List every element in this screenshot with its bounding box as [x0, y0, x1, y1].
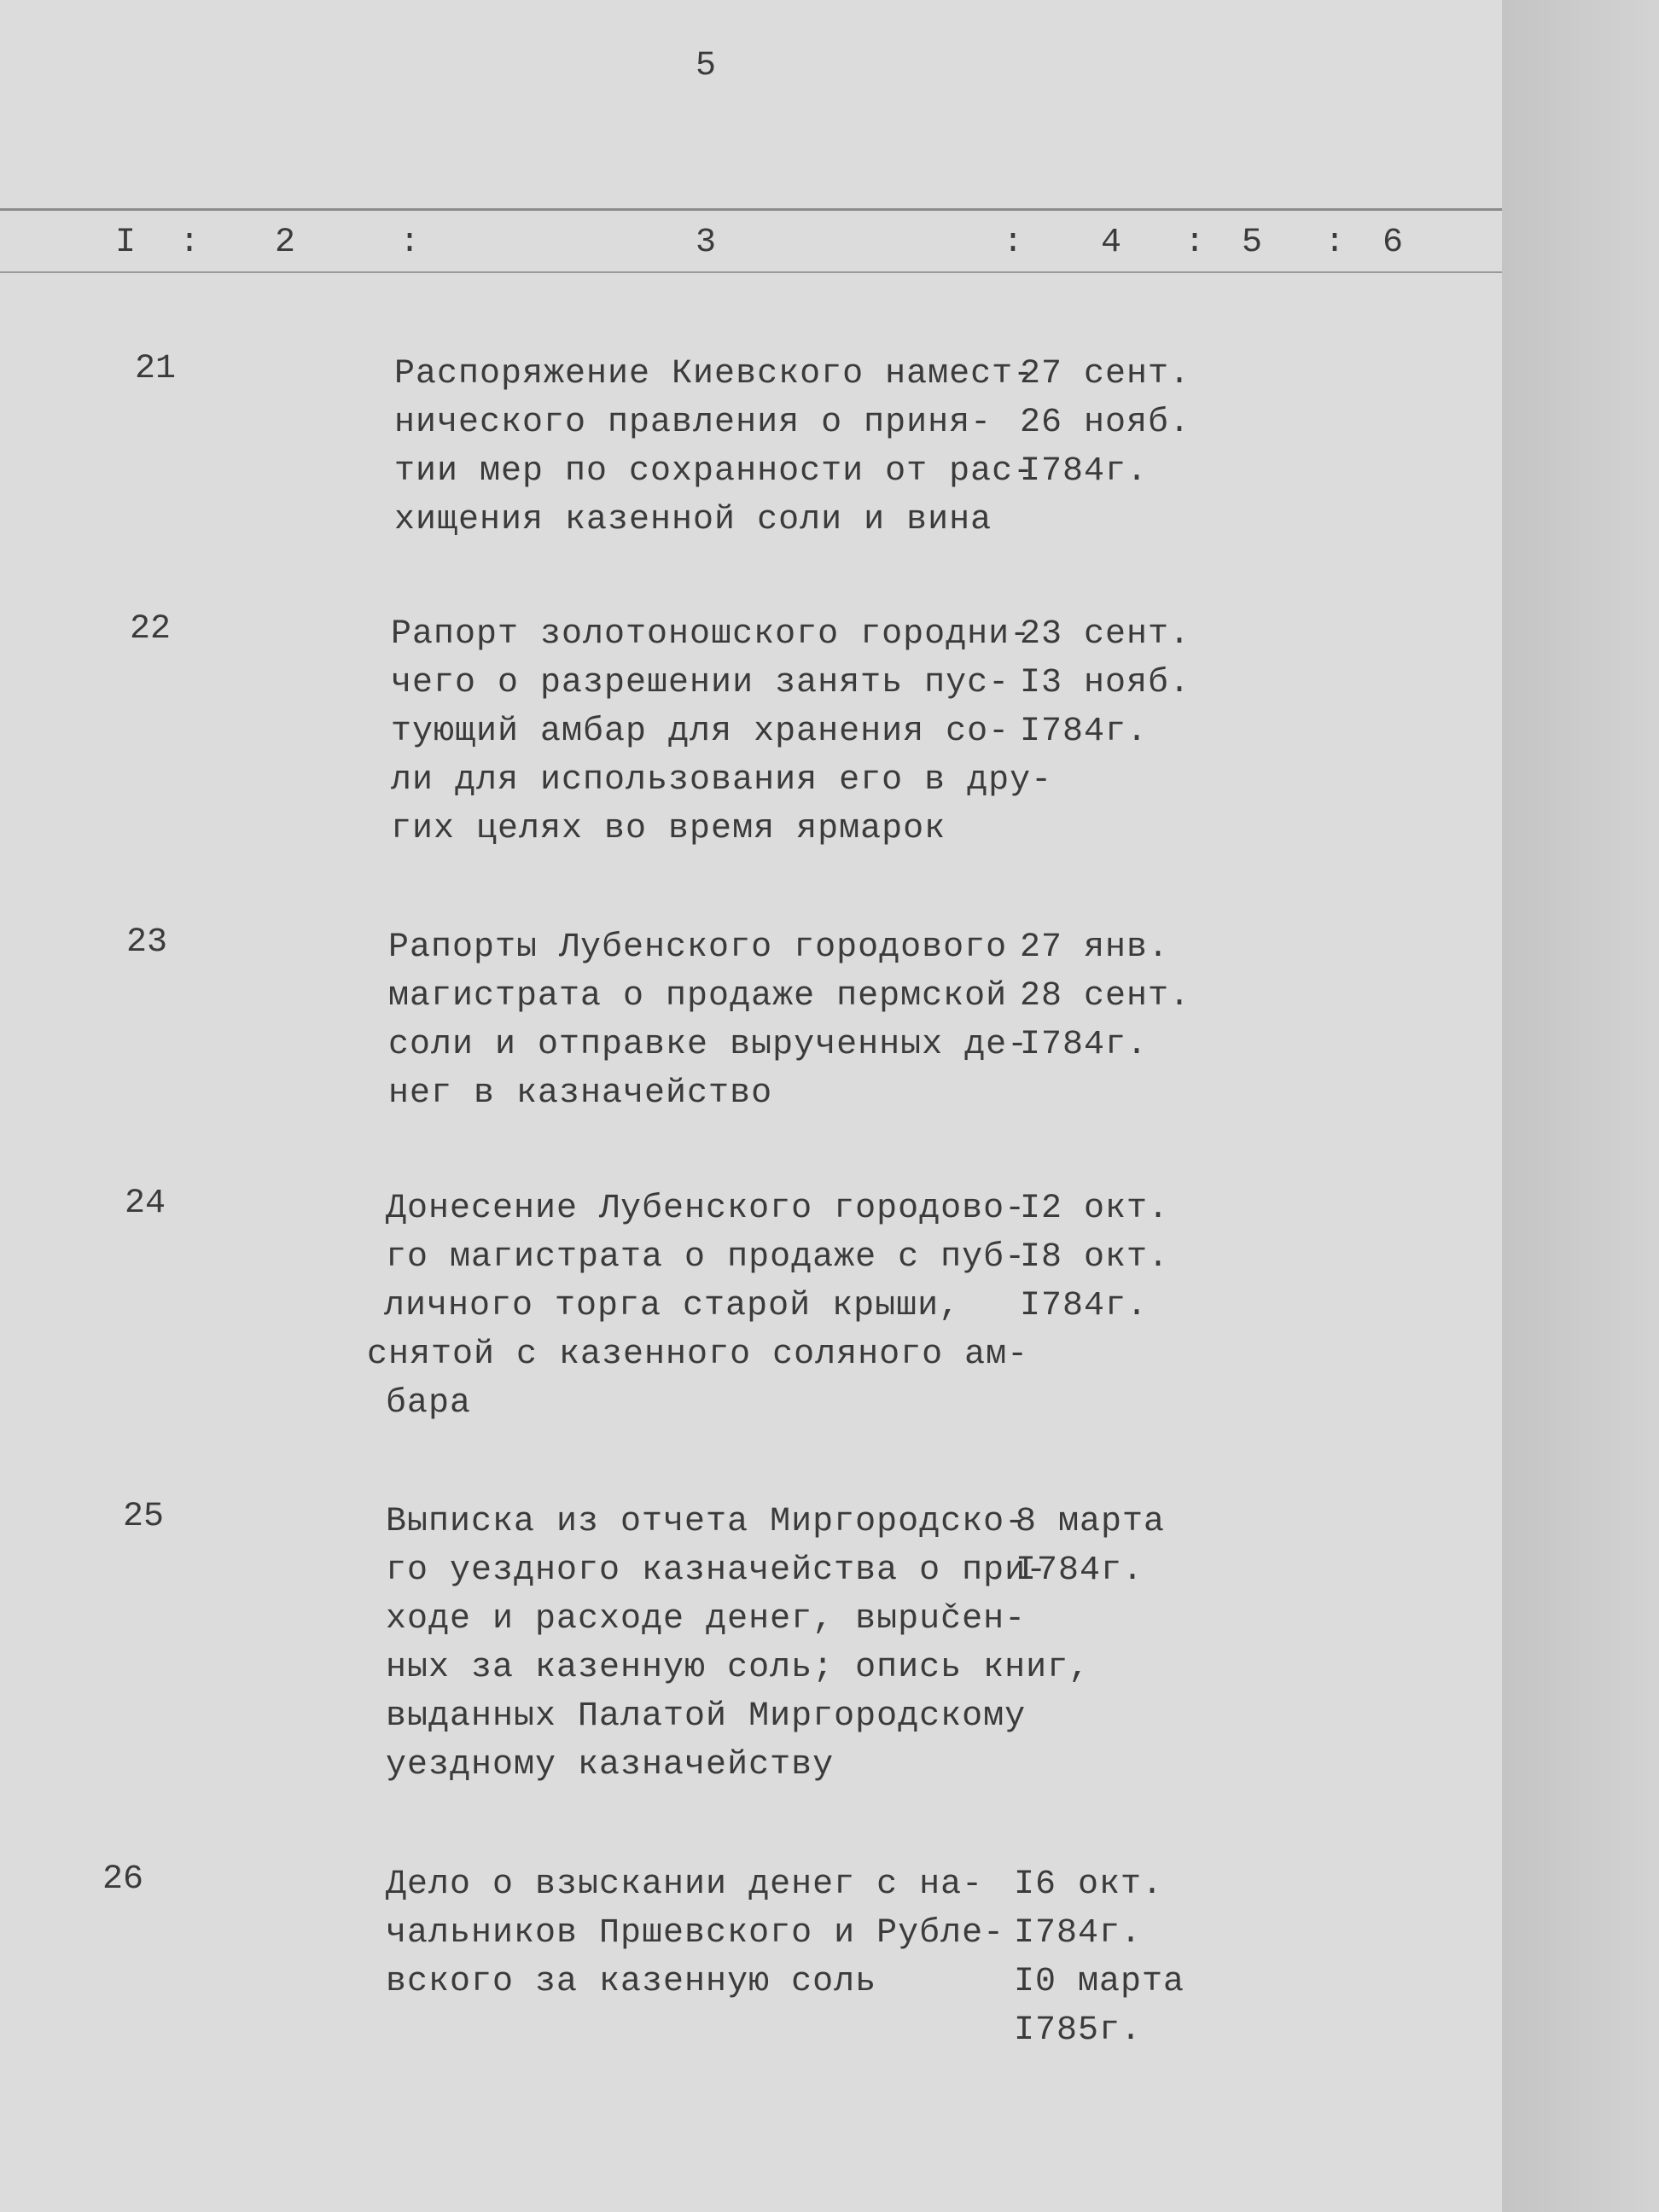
date-line: I784г. [1014, 1914, 1143, 1953]
description-line: тующий амбар для хранения со- [391, 713, 1010, 751]
description-line: нег в казначейство [388, 1074, 773, 1113]
column-separator: : [1003, 224, 1024, 262]
entry-dates [1016, 1498, 1165, 1595]
date-line: I784г. [1016, 1551, 1144, 1590]
date-line: 27 янв. [1020, 928, 1170, 967]
description-line: вского за казенную соль [386, 1963, 877, 2001]
date-line: I3 нояб. [1020, 664, 1191, 702]
column-separator: : [1185, 224, 1206, 262]
description-line: магистрата о продаже пермской [388, 977, 1008, 1016]
description-line: го магистрата о продаже с пуб- [386, 1238, 1027, 1277]
entry-dates [1020, 1185, 1169, 1330]
column-header-2: 2 [275, 224, 296, 262]
date-line: 27 сент. [1020, 355, 1191, 393]
description-line: Рапорт золотоношского городни- [391, 615, 1032, 654]
date-line: I784г. [1020, 713, 1149, 751]
description-line: хищения казенной соли и вина [394, 501, 992, 539]
scan-background-edge [1502, 0, 1659, 2212]
date-line: I785г. [1014, 2011, 1143, 2050]
description-line: тии мер по сохранности от рас- [394, 452, 1035, 491]
description-line: снятой с казенного соляного ам- [367, 1336, 1029, 1374]
column-separator: : [179, 224, 201, 262]
header-rule-bottom [0, 271, 1502, 273]
entry-number: 26 [102, 1860, 144, 1899]
entry-description [388, 923, 1037, 1118]
date-line: 8 марта [1016, 1503, 1166, 1541]
description-line: гих целях во время ярмарок [391, 810, 946, 848]
date-line: I2 окт. [1020, 1190, 1170, 1228]
entry-dates [1020, 350, 1190, 496]
description-line: Выписка из отчета Миргородско- [386, 1503, 1027, 1541]
description-line: выданных Палатой Миргородскому [386, 1697, 1027, 1736]
entry-description [391, 610, 1053, 853]
date-line: I6 окт. [1014, 1866, 1164, 1904]
column-header-3: 3 [696, 224, 717, 262]
date-line: I784г. [1020, 1287, 1149, 1325]
date-line: I8 окт. [1020, 1238, 1170, 1277]
entry-number: 21 [135, 350, 177, 388]
description-line: ходе и расходе денег, вырučен- [386, 1600, 1027, 1639]
column-header-1: I [115, 224, 137, 262]
entry-number: 25 [123, 1498, 165, 1536]
description-line: нического правления о приня- [394, 404, 992, 442]
description-line: бара [386, 1384, 472, 1423]
description-line: личного торга старой крыши, [384, 1287, 961, 1325]
entry-dates [1014, 1860, 1185, 2055]
description-line: Дело о взыскании денег с на- [386, 1866, 984, 1904]
column-header-5: 5 [1242, 224, 1263, 262]
entry-description [386, 1860, 1034, 2006]
column-header-6: 6 [1382, 224, 1404, 262]
entry-number: 24 [125, 1185, 166, 1223]
entry-description [367, 1185, 1029, 1428]
date-line: 28 сент. [1020, 977, 1191, 1016]
entry-number: 22 [130, 610, 172, 649]
date-line: I784г. [1020, 452, 1149, 491]
description-line: чальников Пршевского и Рубле- [386, 1914, 1005, 1953]
description-line: Распоряжение Киевского намест- [394, 355, 1035, 393]
description-line: чего о разрешении занять пус- [391, 664, 1010, 702]
entry-dates [1020, 610, 1190, 756]
entry-dates [1020, 923, 1190, 1069]
date-line: I784г. [1020, 1026, 1149, 1064]
description-line: ли для использования его в дру- [391, 761, 1053, 800]
description-line: ных за казенную соль; опись книг, [386, 1649, 1091, 1687]
date-line: 23 сент. [1020, 615, 1191, 654]
description-line: соли и отправке вырученных де- [388, 1026, 1029, 1064]
column-separator: : [1324, 224, 1346, 262]
date-line: 26 нояб. [1020, 404, 1191, 442]
entry-description [394, 350, 1043, 544]
entry-number: 23 [126, 923, 168, 962]
description-line: го уездного казначейства о при- [386, 1551, 1048, 1590]
description-line: Донесение Лубенского городово- [386, 1190, 1027, 1228]
description-line: уездному казначейству [386, 1746, 835, 1784]
page-number: 5 [696, 47, 717, 85]
column-header-4: 4 [1101, 224, 1122, 262]
date-line: I0 марта [1014, 1963, 1185, 2001]
header-rule-top [0, 208, 1502, 211]
description-line: Рапорты Лубенского городового [388, 928, 1008, 967]
column-separator: : [399, 224, 421, 262]
